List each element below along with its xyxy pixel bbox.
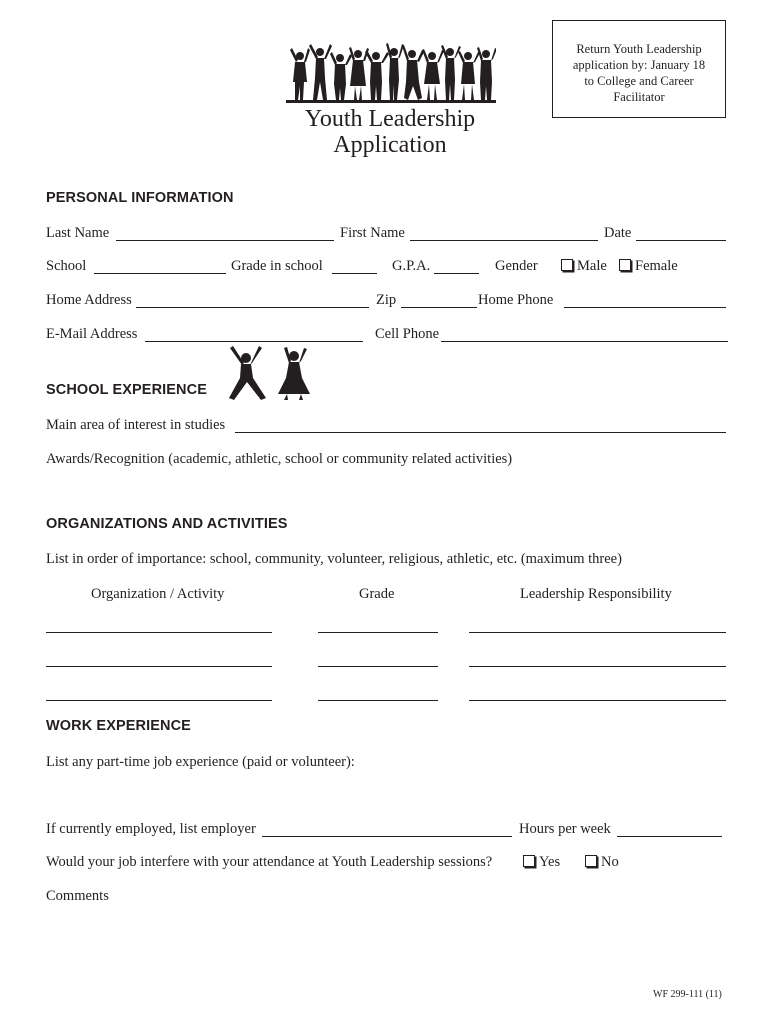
cell-phone-field[interactable] (441, 341, 728, 342)
grade-label: Grade in school (231, 258, 323, 274)
personal-info-heading: PERSONAL INFORMATION (46, 190, 234, 206)
first-name-label: First Name (340, 225, 405, 241)
return-line1: Return Youth Leadership (576, 42, 702, 56)
home-phone-label: Home Phone (478, 292, 554, 308)
yes-label: Yes (539, 854, 561, 870)
gpa-label: G.P.A. (392, 258, 431, 274)
org-row1-resp[interactable] (469, 632, 726, 633)
interest-field[interactable] (235, 432, 726, 433)
male-label: Male (577, 258, 607, 274)
gender-label: Gender (495, 258, 538, 274)
home-phone-field[interactable] (564, 307, 726, 308)
return-line4: Facilitator (613, 90, 665, 104)
first-name-field[interactable] (410, 240, 598, 241)
org-row2-org[interactable] (46, 666, 272, 667)
yes-option[interactable] (523, 853, 560, 871)
zip-field[interactable] (401, 307, 477, 308)
list-jobs-label: List any part-time job experience (paid or volunteer): (46, 754, 355, 770)
cell-phone-label: Cell Phone (375, 326, 440, 342)
female-label: Female (635, 258, 678, 274)
no-label: No (601, 854, 619, 870)
org-row3-resp[interactable] (469, 700, 726, 701)
org-row3-org[interactable] (46, 700, 272, 701)
col-org-header: Organization / Activity (91, 586, 225, 602)
school-field[interactable] (94, 273, 226, 274)
interest-label: Main area of interest in studies (46, 417, 226, 433)
grade-field[interactable] (332, 273, 377, 274)
organizations-instructions: List in order of importance: school, community, volunteer, religious, athletic, etc. (maximum three) (46, 551, 622, 567)
two-dancers-icon (226, 344, 312, 402)
home-address-field[interactable] (136, 307, 369, 308)
organizations-heading: ORGANIZATIONS AND ACTIVITIES (46, 516, 288, 532)
comments-label: Comments (46, 888, 109, 904)
org-row2-grade[interactable] (318, 666, 438, 667)
date-label: Date (604, 225, 632, 241)
title-line1: Youth Leadership (304, 106, 476, 132)
female-checkbox[interactable] (619, 259, 631, 271)
org-row1-grade[interactable] (318, 632, 438, 633)
hours-label: Hours per week (519, 821, 611, 837)
return-instructions-box (552, 20, 726, 118)
gpa-field[interactable] (434, 273, 479, 274)
yes-checkbox[interactable] (523, 855, 535, 867)
home-address-label: Home Address (46, 292, 132, 308)
email-label: E-Mail Address (46, 326, 138, 342)
school-experience-heading: SCHOOL EXPERIENCE (46, 382, 207, 398)
female-option[interactable] (619, 257, 678, 275)
org-row3-grade[interactable] (318, 700, 438, 701)
return-line3: to College and Career (584, 74, 694, 88)
no-option[interactable] (585, 853, 619, 871)
male-option[interactable] (561, 257, 607, 275)
dancing-people-logo-icon (286, 42, 496, 106)
org-row2-resp[interactable] (469, 666, 726, 667)
last-name-field[interactable] (116, 240, 334, 241)
awards-label: Awards/Recognition (academic, athletic, school or community related activities) (46, 451, 513, 467)
employer-label: If currently employed, list employer (46, 821, 256, 837)
date-field[interactable] (636, 240, 726, 241)
col-grade-header: Grade (359, 586, 395, 602)
male-checkbox[interactable] (561, 259, 573, 271)
hours-field[interactable] (617, 836, 722, 837)
title-line2: Application (333, 132, 447, 158)
school-label: School (46, 258, 87, 274)
work-experience-heading: WORK EXPERIENCE (46, 718, 191, 734)
return-line2: application by: January 18 (572, 58, 706, 72)
form-title (270, 106, 510, 158)
no-checkbox[interactable] (585, 855, 597, 867)
zip-label: Zip (376, 292, 397, 308)
col-resp-header: Leadership Responsibility (520, 586, 672, 602)
interfere-label: Would your job interfere with your attendance at Youth Leadership sessions? (46, 854, 493, 870)
email-field[interactable] (145, 341, 363, 342)
last-name-label: Last Name (46, 225, 110, 241)
form-code: WF 299-111 (11) (653, 989, 722, 1000)
org-row1-org[interactable] (46, 632, 272, 633)
employer-field[interactable] (262, 836, 512, 837)
